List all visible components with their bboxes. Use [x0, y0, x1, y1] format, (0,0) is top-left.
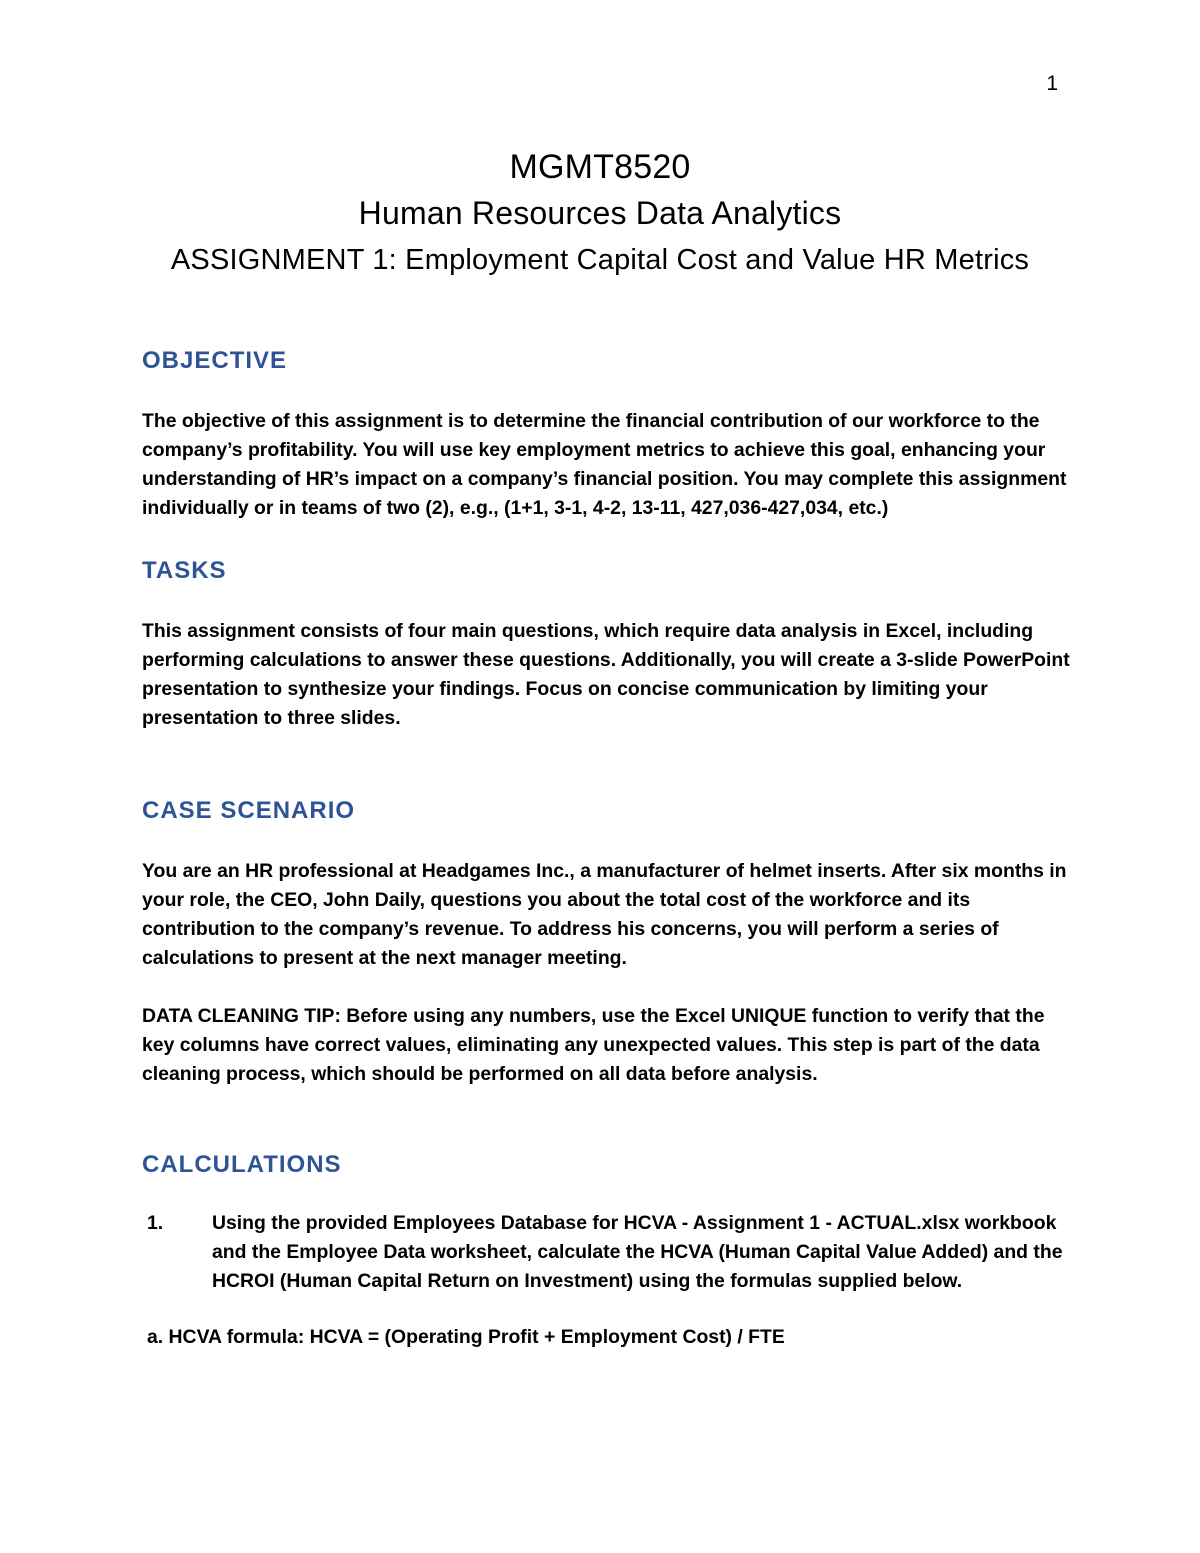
case-scenario-heading: CASE SCENARIO	[142, 797, 356, 824]
list-item-text: Using the provided Employees Database for HCVA - Assignment 1 - ACTUAL.xlsx workbook and the Employee Data worksheet, calculate the HCVA (Human Capital Value Added) and the HCROI (Human Capital Return on Investment) using the formulas supplied below.	[212, 1212, 1063, 1292]
title-block	[0, 145, 1200, 283]
data-cleaning-tip: DATA CLEANING TIP: Before using any numbers, use the Excel UNIQUE function to verify that the key columns have correct values, eliminating any unexpected values. This step is part of the data cleaning process, which should be performed on all data before analysis.	[142, 1005, 1045, 1085]
calculations-heading: CALCULATIONS	[142, 1151, 342, 1178]
course-code: MGMT8520	[509, 148, 691, 186]
course-name: Human Resources Data Analytics	[358, 195, 842, 231]
page-number: 1	[1046, 72, 1058, 95]
document-body	[142, 345, 1072, 1352]
tasks-heading: TASKS	[142, 557, 227, 584]
case-scenario-paragraph: You are an HR professional at Headgames Inc., a manufacturer of helmet inserts. After six months in your role, the CEO, John Daily, questions you about the total cost of the workforce and its contribution to the company’s revenue. To address his concerns, you will perform a series of calculations to present at the next manager meeting.	[142, 860, 1067, 969]
list-item-number: 1.	[147, 1212, 164, 1234]
hcva-formula: a. HCVA formula: HCVA = (Operating Profit + Employment Cost) / FTE	[147, 1326, 785, 1348]
objective-heading: OBJECTIVE	[142, 347, 288, 374]
assignment-title: ASSIGNMENT 1: Employment Capital Cost and Value HR Metrics	[170, 244, 1030, 276]
objective-paragraph: The objective of this assignment is to determine the financial contribution of our workforce to the company’s profitability. You will use key employment metrics to achieve this goal, enhancing your understanding of HR’s impact on a company’s financial position. You may complete this assignment individually or in teams of two (2), e.g., (1+1, 3-1, 4-2, 13-11, 427,036-427,034, etc.)	[142, 410, 1067, 519]
tasks-paragraph: This assignment consists of four main questions, which require data analysis in Excel, including performing calculations to answer these questions. Additionally, you will create a 3-slide PowerPoint presentation to synthesize your findings. Focus on concise communication by limiting your presentation to three slides.	[142, 620, 1070, 729]
calculations-list	[142, 1209, 1072, 1296]
list-item	[142, 1209, 1072, 1296]
